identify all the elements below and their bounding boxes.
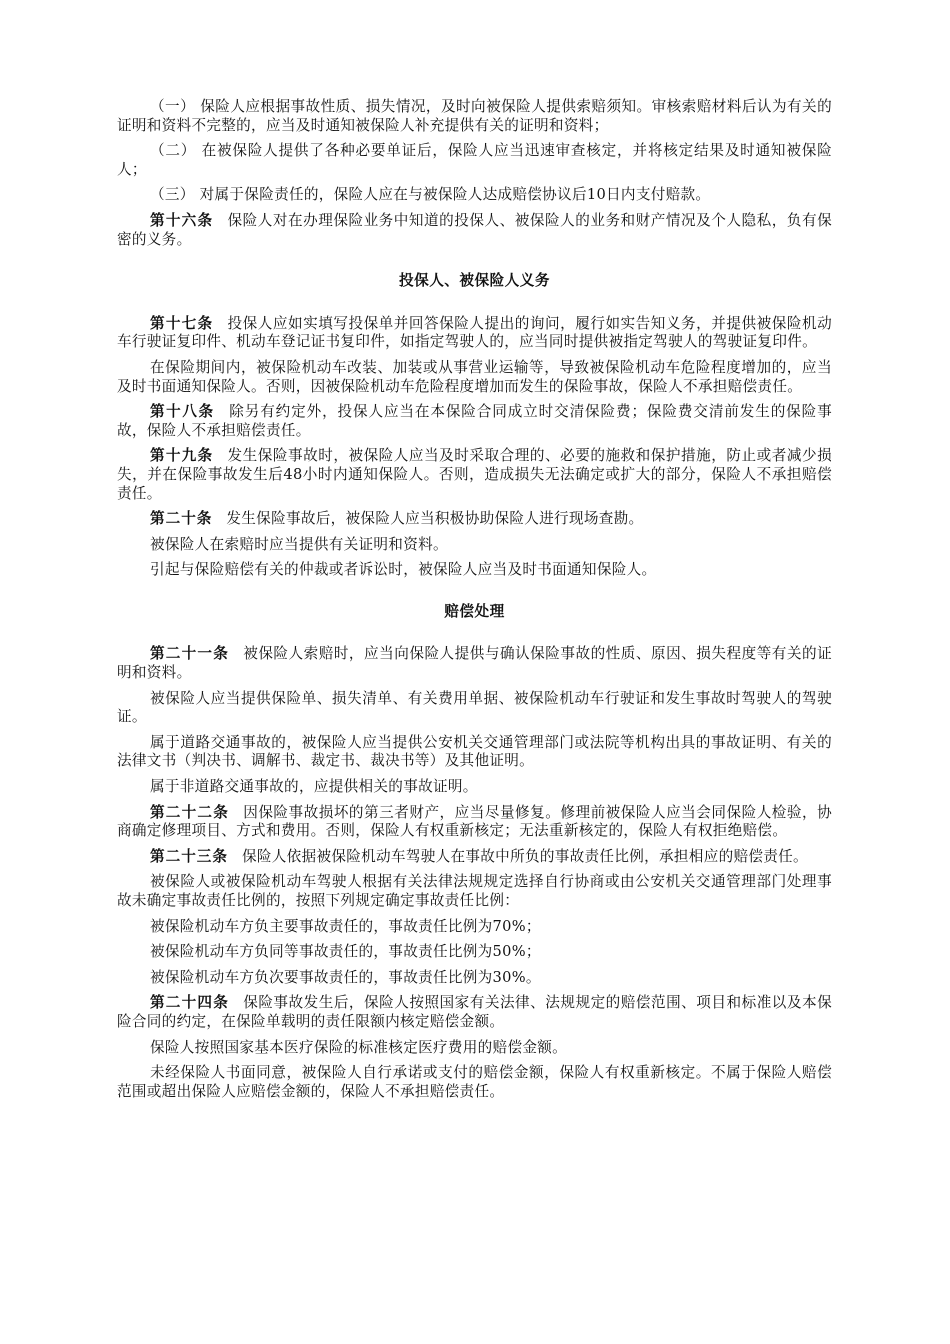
paragraph-text: 被保险人索赔时，应当向保险人提供与确认保险事故的性质、原因、损失程度等有关的证明和资料。 [117, 645, 832, 682]
paragraph-text: 保险人依据被保险机动车驾驶人在事故中所负的事故责任比例，承担相应的赔偿责任。 [241, 847, 808, 865]
paragraph-text: 被保险人在索赔时应当提供有关证明和资料。 [150, 535, 448, 553]
paragraph-text: 保险事故发生后，保险人按照国家有关法律、法规规定的赔偿范围、项目和标准以及本保险合同的约定，在保险单载明的责任限额内核定赔偿金额。 [117, 994, 832, 1030]
paragraph-text: 发生保险事故后，被保险人应当积极协助保险人进行现场查勘。 [226, 510, 644, 528]
section-policyholder-obligations [117, 315, 832, 580]
document-page [117, 98, 832, 1108]
article-paragraph [117, 510, 832, 529]
clause-paragraph [117, 918, 832, 937]
clause-paragraph [117, 536, 832, 555]
article-paragraph [117, 212, 832, 249]
section-heading: 赔偿处理 [444, 602, 505, 620]
article-paragraph [117, 315, 832, 352]
clause-paragraph [117, 969, 832, 988]
article-number: 第十七条 [150, 314, 214, 332]
article-paragraph [117, 447, 832, 503]
article-number: 第十九条 [150, 447, 214, 465]
article-number: 第二十一条 [150, 645, 230, 663]
clause-paragraph [117, 690, 832, 727]
paragraph-text: 被保险人或被保险机动车驾驶人根据有关法律法规规定选择自行协商或由公安机关交通管理部门处理事故未确定事故责任比例的，按照下列规定确定事故责任比例： [117, 873, 832, 909]
clause-paragraph [117, 359, 832, 396]
paragraph-text: 因保险事故损坏的第三者财产，应当尽量修复。修理前被保险人应当会同保险人检验，协商确定修理项目、方式和费用。否则，保险人有权重新核定；无法重新核定的，保险人有权拒绝赔偿。 [117, 803, 832, 840]
article-paragraph [117, 994, 832, 1031]
paragraph-text: 被保险机动车方负次要事故责任的，事故责任比例为30%。 [150, 968, 541, 986]
article-paragraph [117, 645, 832, 682]
paragraph-text: （三） 对属于保险责任的，保险人应在与被保险人达成赔偿协议后10日内支付赔款。 [150, 186, 711, 204]
paragraph-text: （二） 在被保险人提供了各种必要单证后，保险人应当迅速审查核定，并将核定结果及时通知被保险人； [117, 142, 832, 178]
article-paragraph [117, 403, 832, 440]
paragraph-text: 被保险机动车方负主要事故责任的，事故责任比例为70%； [150, 917, 541, 935]
article-number: 第十八条 [150, 403, 215, 421]
paragraph-text: 引起与保险赔偿有关的仲裁或者诉讼时，被保险人应当及时书面通知保险人。 [150, 561, 657, 579]
clause-paragraph [117, 561, 832, 580]
section-insurer-obligations [117, 98, 832, 249]
paragraph-text: 属于道路交通事故的，被保险人应当提供公安机关交通管理部门或法院等机构出具的事故证明、有关的法律文书（判决书、调解书、裁定书、裁决书等）及其他证明。 [117, 733, 832, 770]
paragraph-text: 保险人对在办理保险业务中知道的投保人、被保险人的业务和财产情况及个人隐私，负有保密的义务。 [117, 211, 832, 248]
paragraph-text: 投保人应如实填写投保单并回答保险人提出的询问，履行如实告知义务，并提供被保险机动车行驶证复印件、机动车登记证书复印件，如指定驾驶人的，应当同时提供被指定驾驶人的驾驶证复印件。 [117, 314, 832, 351]
article-number: 第二十条 [150, 510, 213, 528]
clause-paragraph [117, 873, 832, 910]
article-number: 第二十三条 [150, 847, 228, 865]
paragraph-text: 被保险机动车方负同等事故责任的，事故责任比例为50%； [150, 943, 541, 961]
clause-paragraph [117, 943, 832, 962]
clause-paragraph [117, 1064, 832, 1101]
clause-paragraph [117, 734, 832, 771]
paragraph-text: 被保险人应当提供保险单、损失清单、有关费用单据、被保险机动车行驶证和发生事故时驾驶人的驾驶证。 [117, 689, 832, 726]
clause-paragraph [117, 778, 832, 797]
clause-paragraph [117, 98, 832, 135]
article-number: 第十六条 [150, 211, 214, 229]
article-number: 第二十二条 [150, 803, 230, 821]
paragraph-text: 保险人按照国家基本医疗保险的标准核定医疗费用的赔偿金额。 [150, 1038, 568, 1056]
paragraph-text: 除另有约定外，投保人应当在本保险合同成立时交清保险费；保险费交清前发生的保险事故，保险人不承担赔偿责任。 [117, 403, 832, 439]
paragraph-text: 未经保险人书面同意，被保险人自行承诺或支付的赔偿金额，保险人有权重新核定。不属于保险人赔偿范围或超出保险人应赔偿金额的，保险人不承担赔偿责任。 [117, 1064, 832, 1100]
clause-paragraph [117, 142, 832, 179]
article-paragraph [117, 804, 832, 841]
article-number: 第二十四条 [150, 994, 230, 1012]
paragraph-text: 在保险期间内，被保险机动车改装、加装或从事营业运输等，导致被保险机动车危险程度增加的，应当及时书面通知保险人。否则，因被保险机动车危险程度增加而发生的保险事故，保险人不承担赔偿责任。 [117, 358, 832, 395]
clause-paragraph [117, 186, 832, 205]
article-paragraph [117, 848, 832, 867]
clause-paragraph [117, 1039, 832, 1058]
paragraph-text: 属于非道路交通事故的，应提供相关的事故证明。 [150, 778, 478, 796]
section-claims-handling [117, 645, 832, 1101]
paragraph-text: （一） 保险人应根据事故性质、损失情况，及时向被保险人提供索赔须知。审核索赔材料后认为有关的证明和资料不完整的，应当及时通知被保险人补充提供有关的证明和资料； [117, 98, 832, 134]
paragraph-text: 发生保险事故时，被保险人应当及时采取合理的、必要的施救和保护措施，防止或者减少损失，并在保险事故发生后48小时内通知保险人。否则，造成损失无法确定或扩大的部分，保险人不承担赔偿责任。 [117, 447, 832, 502]
section-heading: 投保人、被保险人义务 [399, 272, 550, 290]
